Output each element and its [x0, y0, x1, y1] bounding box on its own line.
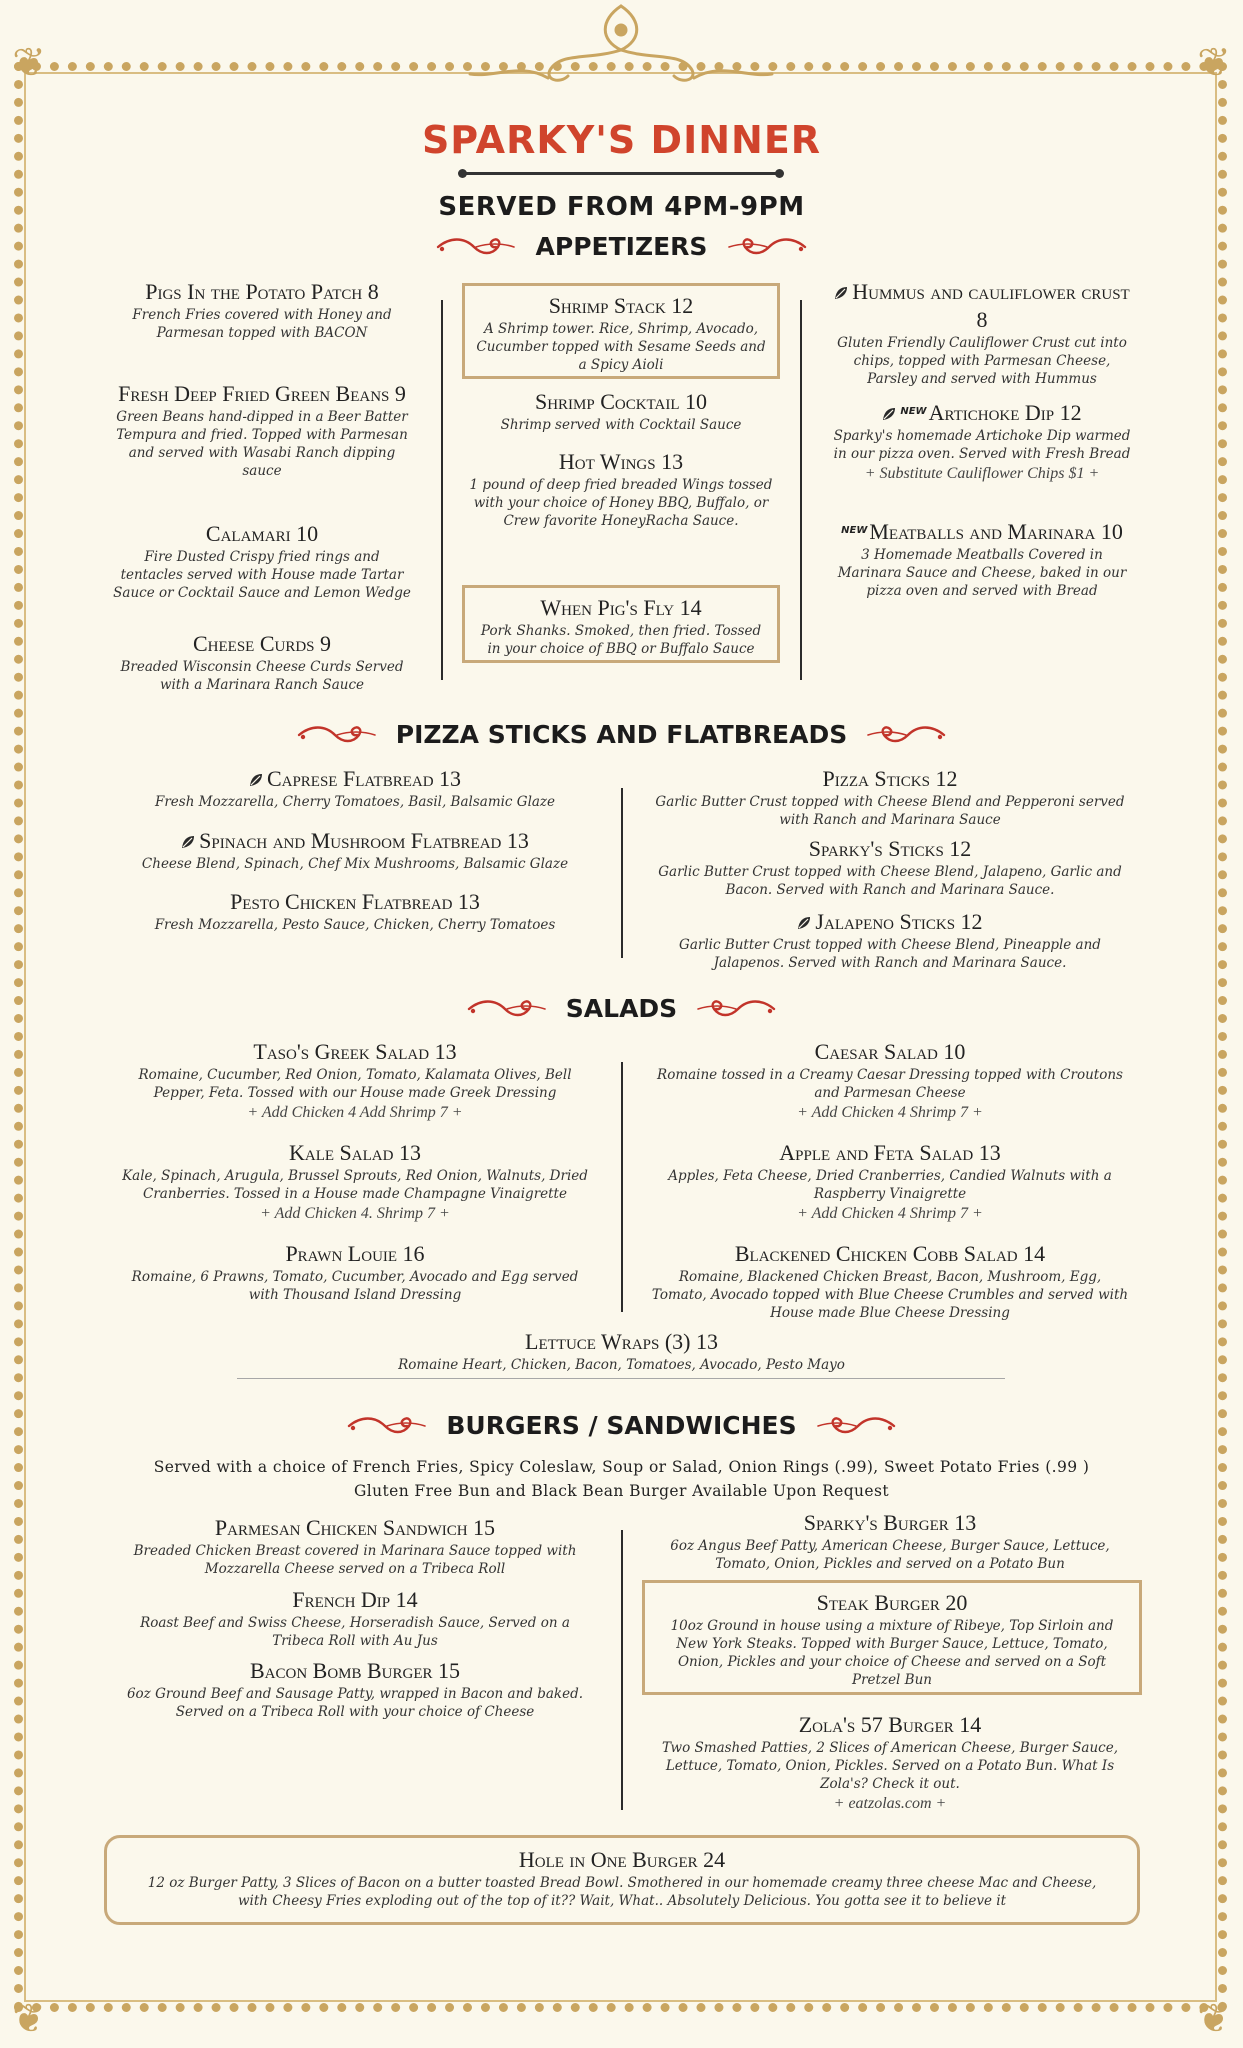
item-name — [110, 827, 600, 855]
menu-item — [110, 827, 600, 873]
item-name: Shrimp Cocktail 10 — [534, 389, 708, 414]
corner-flourish-icon: ❦ — [12, 1996, 46, 2042]
item-name: Prawn Louie 16 — [285, 1241, 425, 1266]
menu-item-featured — [462, 585, 780, 663]
new-badge: NEW — [900, 406, 927, 417]
item-description: Romaine tossed in a Creamy Caesar Dressing topped with Croutons and Parmesan Cheese — [657, 1067, 1123, 1101]
item-description: Romaine Heart, Chicken, Bacon, Tomatoes, Avocado, Pesto Mayo — [398, 1357, 845, 1373]
item-name: Caesar Salad 10 — [814, 1039, 966, 1064]
item-name: Pesto Chicken Flatbread 13 — [230, 889, 480, 914]
section-heading-burgers — [0, 1411, 1243, 1447]
served-hours: SERVED FROM 4PM-9PM — [438, 192, 805, 222]
item-description: Romaine, Cucumber, Red Onion, Tomato, Kalamata Olives, Bell Pepper, Feta. Tossed with our House made Greek Dressing — [138, 1067, 572, 1101]
column-divider — [441, 300, 443, 680]
item-description: Green Beans hand-dipped in a Beer Batter Tempura and fried. Topped with Parmesan and served with Wasabi Ranch dipping sauce — [116, 409, 408, 479]
item-name-text: Caprese Flatbread 13 — [266, 766, 462, 791]
featured-burger-box — [104, 1835, 1140, 1925]
menu-item — [650, 835, 1130, 899]
item-name: Steak Burger 20 — [816, 1590, 968, 1615]
item-name: Calamari 10 — [205, 521, 319, 546]
item-name: When Pig's Fly 14 — [540, 595, 702, 620]
leaf-icon — [249, 773, 263, 787]
corner-flourish-icon: ❦ — [1197, 1996, 1231, 2042]
column-divider — [621, 1530, 623, 1810]
item-description: Shrimp served with Cocktail Sauce — [500, 417, 742, 433]
item-description: Romaine, 6 Prawns, Tomato, Cucumber, Avocado and Egg served with Thousand Island Dressing — [131, 1269, 579, 1303]
item-name: Lettuce Wraps (3) 13 — [525, 1329, 718, 1354]
item-name: Hot Wings 13 — [558, 449, 684, 474]
section-title: SALADS — [565, 994, 678, 1023]
column-divider — [800, 300, 802, 680]
menu-item — [832, 278, 1132, 388]
item-name: Pizza Sticks 12 — [822, 766, 958, 791]
item-description: Roast Beef and Swiss Cheese, Horseradish Sauce, Served on a Tribeca Roll with Au Jus — [140, 1615, 570, 1649]
item-addon: + Add Chicken 4 Shrimp 7 + — [797, 1104, 983, 1121]
menu-item — [120, 1514, 590, 1578]
item-description: Romaine, Blackened Chicken Breast, Bacon, Mushroom, Egg, Tomato, Avocado topped with Blue Cheese Crumbles and served with House made Blue Cheese Dressing — [651, 1269, 1129, 1321]
item-name: French Dip 14 — [292, 1587, 418, 1612]
column-divider — [621, 788, 623, 958]
top-ornament-icon — [0, 0, 1243, 90]
menu-item — [120, 1240, 590, 1304]
menu-item — [832, 517, 1132, 600]
item-name: Zola's 57 Burger 14 — [798, 1712, 982, 1737]
item-description: Garlic Butter Crust topped with Cheese Blend and Pepperoni served with Ranch and Marinara Sauce — [655, 794, 1125, 828]
corner-flourish-icon: ❦ — [1197, 40, 1231, 86]
swirl-flourish-icon — [816, 1414, 896, 1438]
item-name — [832, 278, 1132, 334]
leaf-icon — [797, 916, 811, 930]
item-addon: + Substitute Cauliflower Chips $1 + — [864, 465, 1100, 482]
menu-item — [120, 1657, 590, 1721]
item-name: Kale Salad 13 — [289, 1140, 421, 1165]
item-description: Fire Dusted Crispy fried rings and tentacles served with House made Tartar Sauce or Cocktail Sauce and Lemon Wedge — [113, 549, 411, 601]
item-description: 10oz Ground in house using a mixture of Ribeye, Top Sirloin and New York Steaks. Topped with Burger Sauce, Lettuce, Tomato, Onion, Pickles and your choice of Cheese and served on a Soft Pretzel Bun — [670, 1618, 1114, 1688]
item-description: Apples, Feta Cheese, Dried Cranberries, Candied Walnuts with a Raspberry Vinaigrette — [668, 1168, 1112, 1202]
item-addon: + Add Chicken 4 Shrimp 7 + — [797, 1205, 983, 1222]
menu-item — [650, 1509, 1130, 1573]
new-badge: NEW — [841, 525, 868, 536]
item-name: Pigs In the Potato Patch 8 — [145, 279, 379, 304]
menu-item — [120, 765, 590, 811]
section-heading-salads — [0, 994, 1243, 1030]
menu-item-featured — [462, 283, 780, 379]
item-name-text: Meatballs and Marinara 10 — [869, 519, 1123, 544]
item-name — [832, 398, 1132, 427]
menu-item-wide — [240, 1328, 1003, 1374]
item-name: Taso's Greek Salad 13 — [253, 1039, 457, 1064]
menu-item — [832, 398, 1132, 485]
item-name: Sparky's Sticks 12 — [808, 836, 972, 861]
section-title: APPETIZERS — [535, 232, 708, 261]
item-name-text: Jalapeno Sticks 12 — [815, 909, 983, 934]
swirl-flourish-icon — [347, 1414, 427, 1438]
item-description: Gluten Friendly Cauliflower Crust cut into chips, topped with Parmesan Cheese, Parsley and served with Hummus — [837, 335, 1127, 387]
title-divider — [462, 172, 780, 175]
item-description: 1 pound of deep fried breaded Wings tossed with your choice of Honey BBQ, Buffalo, or Crew favorite HoneyRacha Sauce. — [469, 477, 773, 529]
burgers-sides-note: Served with a choice of French Fries, Spicy Coleslaw, Soup or Salad, Onion Rings (.99), Sweet Potato Fries (.99 ) — [153, 1458, 1090, 1476]
item-description: Breaded Wisconsin Cheese Curds Served with a Marinara Ranch Sauce — [120, 659, 404, 693]
item-description: Garlic Butter Crust topped with Cheese Blend, Jalapeno, Garlic and Bacon. Served with Ranch and Marinara Sauce. — [658, 864, 1122, 898]
website-link[interactable]: + eatzolas.com + — [833, 1795, 947, 1812]
menu-title: SPARKY'S DINNER — [421, 118, 822, 162]
item-name: Cheese Curds 9 — [192, 631, 332, 656]
menu-item — [112, 278, 412, 342]
menu-item — [120, 1586, 590, 1650]
menu-item-featured — [642, 1580, 1142, 1695]
item-name-text: Artichoke Dip 12 — [928, 400, 1082, 425]
item-name — [650, 908, 1130, 936]
item-name: Fresh Deep Fried Green Beans 9 — [118, 381, 406, 406]
item-description: Sparky's homemade Artichoke Dip warmed in our pizza oven. Served with Fresh Bread — [833, 428, 1131, 462]
menu-item — [112, 630, 412, 694]
menu-item — [462, 448, 780, 530]
menu-item — [650, 765, 1130, 829]
item-description: A Shrimp tower. Rice, Shrimp, Avocado, Cucumber topped with Sesame Seeds and a Spicy Aioli — [476, 321, 766, 373]
item-description: French Fries covered with Honey and Parmesan topped with BACON — [132, 307, 392, 341]
item-name: Parmesan Chicken Sandwich 15 — [214, 1515, 496, 1540]
menu-item — [650, 1139, 1130, 1225]
column-divider — [621, 1062, 623, 1312]
item-description: 6oz Ground Beef and Sausage Patty, wrapped in Bacon and baked. Served on a Tribeca Roll with your choice of Cheese — [126, 1686, 584, 1720]
section-title: BURGERS / SANDWICHES — [446, 1411, 797, 1440]
menu-item — [120, 888, 590, 934]
menu-item — [112, 380, 412, 480]
item-name — [832, 517, 1132, 546]
item-name-text: Hummus and cauliflower crust 8 — [852, 279, 1130, 332]
item-description: 3 Homemade Meatballs Covered in Marinara Sauce and Cheese, baked in our pizza oven and served with Bread — [837, 547, 1127, 599]
item-description: Cheese Blend, Spinach, Chef Mix Mushrooms, Balsamic Glaze — [141, 856, 569, 872]
menu-item — [462, 388, 780, 434]
menu-item — [120, 1038, 590, 1124]
menu-item — [112, 520, 412, 602]
item-description: Fresh Mozzarella, Pesto Sauce, Chicken, Cherry Tomatoes — [154, 917, 556, 933]
corner-flourish-icon: ❦ — [12, 40, 46, 86]
item-description: 12 oz Burger Patty, 3 Slices of Bacon on a butter toasted Bread Bowl. Smothered in our homemade creamy three cheese Mac and Cheese, with Cheesy Fries exploding out of the top of it?? Wait, What.. Absolutely Delicious. You gotta see it to believe it — [147, 1875, 1097, 1909]
swirl-flourish-icon — [727, 235, 807, 259]
swirl-flourish-icon — [467, 997, 547, 1021]
menu-item — [650, 908, 1130, 972]
item-description: 6oz Angus Beef Patty, American Cheese, Burger Sauce, Lettuce, Tomato, Onion, Pickles and served on a Potato Bun — [670, 1538, 1110, 1572]
item-description: Garlic Butter Crust topped with Cheese Blend, Pineapple and Jalapenos. Served with Ranch and Marinara Sauce. — [679, 937, 1101, 971]
item-name: Blackened Chicken Cobb Salad 14 — [734, 1241, 1046, 1266]
item-addon: + Add Chicken 4. Shrimp 7 + — [260, 1205, 450, 1222]
section-divider — [237, 1378, 1005, 1379]
menu-item — [120, 1139, 590, 1225]
item-name — [120, 765, 590, 793]
item-name: Apple and Feta Salad 13 — [779, 1140, 1001, 1165]
section-heading-pizza — [0, 720, 1243, 756]
swirl-flourish-icon — [436, 235, 516, 259]
item-name-text: Spinach and Mushroom Flatbread 13 — [199, 828, 529, 853]
burgers-gluten-note: Gluten Free Bun and Black Bean Burger Available Upon Request — [354, 1482, 889, 1500]
item-name: Bacon Bomb Burger 15 — [249, 1658, 461, 1683]
section-title: PIZZA STICKS AND FLATBREADS — [395, 720, 848, 749]
item-name: Hole in One Burger 24 — [518, 1847, 726, 1872]
item-description: Fresh Mozzarella, Cherry Tomatoes, Basil, Balsamic Glaze — [154, 794, 556, 810]
swirl-flourish-icon — [696, 997, 776, 1021]
swirl-flourish-icon — [297, 723, 377, 747]
swirl-flourish-icon — [866, 723, 946, 747]
item-name: Sparky's Burger 13 — [803, 1510, 977, 1535]
item-addon: + Add Chicken 4 Add Shrimp 7 + — [247, 1104, 463, 1121]
item-description: Two Smashed Patties, 2 Slices of American Cheese, Burger Sauce, Lettuce, Tomato, Onion, Pickles. Served on a Potato Bun. What Is Zola's? Check it out. — [662, 1740, 1118, 1792]
menu-item — [650, 1038, 1130, 1124]
item-name: Shrimp Stack 12 — [548, 293, 694, 318]
leaf-icon — [882, 407, 896, 421]
leaf-icon — [181, 835, 195, 849]
item-description: Kale, Spinach, Arugula, Brussel Sprouts, Red Onion, Walnuts, Dried Cranberries. Tossed in a House made Champagne Vinaigrette — [122, 1168, 588, 1202]
section-heading-appetizers — [0, 232, 1243, 268]
item-description: Breaded Chicken Breast covered in Marinara Sauce topped with Mozzarella Cheese served on a Tribeca Roll — [133, 1543, 577, 1577]
item-description: Pork Shanks. Smoked, then fried. Tossed in your choice of BBQ or Buffalo Sauce — [480, 623, 762, 657]
menu-item — [650, 1240, 1130, 1322]
menu-item — [650, 1711, 1130, 1815]
leaf-icon — [834, 286, 848, 300]
